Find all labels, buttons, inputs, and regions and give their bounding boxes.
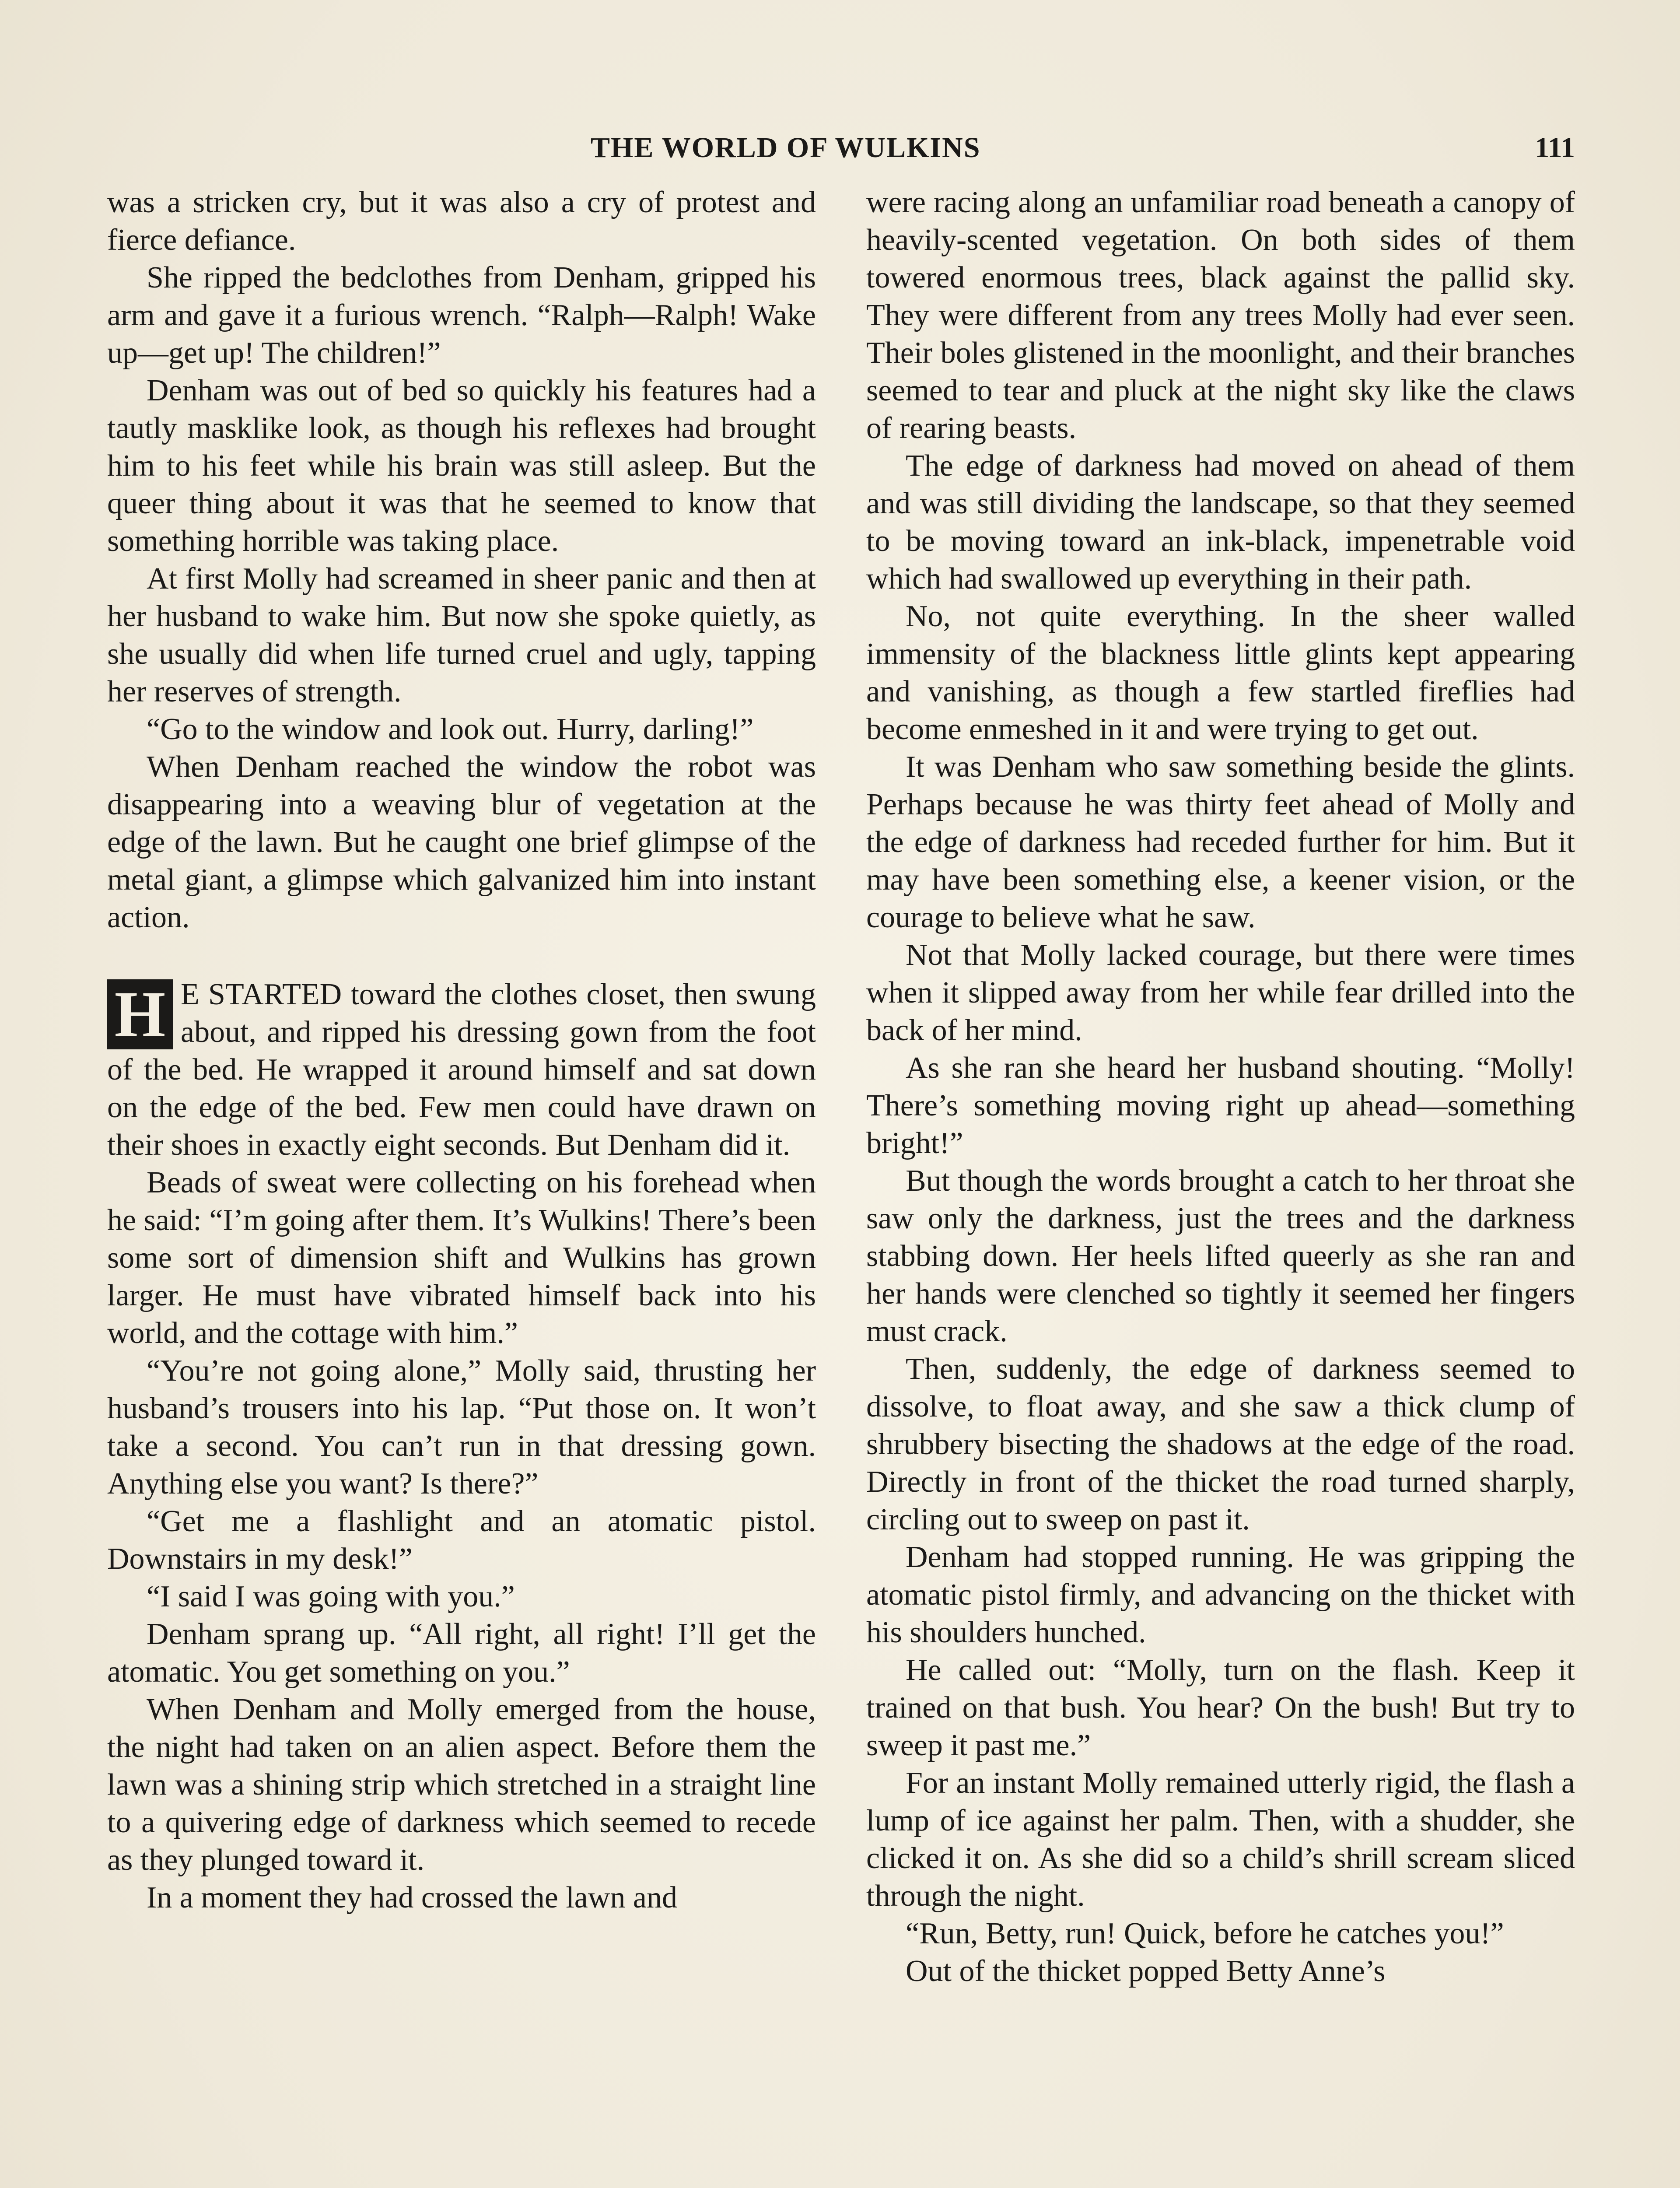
paragraph: Out of the thicket popped Betty Anne’s — [906, 1954, 1386, 1988]
paragraph: Not that Molly lacked courage, but there were times when it slipped away from her while fear drilled into the back of her mind. — [866, 938, 1575, 1047]
right-column — [866, 184, 1575, 2188]
paragraph: When Denham and Molly emerged from the house, the night had taken on an alien aspect. Before them the lawn was a shining strip which stretched in a straight line to a quivering edge of darkness which seemed to recede as they plunged toward it. — [107, 1693, 816, 1877]
paragraph: “I said I was going with you.” — [147, 1580, 515, 1613]
paragraph: were racing along an unfamiliar road beneath a canopy of heavily-scented vegetation. On both sides of them towered enormous trees, black against the pallid sky. They were different from any trees Molly had ever seen. Their boles glistened in the moonlight, and their branches seemed to tear and pluck at the night sky like the claws of rearing beasts. — [866, 186, 1575, 445]
paragraph: “Get me a flashlight and an atomatic pistol. Downstairs in my desk!” — [107, 1504, 816, 1576]
paragraph: The edge of darkness had moved on ahead of them and was still dividing the landscape, so that they seemed to be moving toward an ink-black, impenetrable void which had swallowed up everything in their path. — [866, 449, 1575, 596]
paragraph: No, not quite everything. In the sheer walled immensity of the blackness little glints kept appearing and vanishing, as though a few startled fireflies had become enmeshed in it and were trying to get out. — [866, 600, 1575, 746]
paragraph: “You’re not going alone,” Molly said, thrusting her husband’s trousers into his lap. “Put those on. It won’t take a second. You can’t run in that dressing gown. Anything else you want? Is there?” — [107, 1354, 816, 1501]
dropcap-paragraph-text: E STARTED toward the clothes closet, then swung about, and ripped his dressing gown from the foot of the bed. He wrapped it around himself and sat down on the edge of the bed. Few men could have drawn on their shoes in exactly eight seconds. But Denham did it. — [107, 978, 816, 1162]
running-title: THE WORLD OF WULKINS — [591, 132, 981, 164]
dropcap-paragraph — [107, 976, 816, 1164]
paragraph: As she ran she heard her husband shouting. “Molly! There’s something moving right up ahead—something bright!” — [866, 1051, 1575, 1160]
paragraph: At first Molly had screamed in sheer panic and then at her husband to wake him. But now she spoke quietly, as she usually did when life turned cruel and ugly, tapping her reserves of strength. — [107, 562, 816, 708]
paragraph: “Run, Betty, run! Quick, before he catches you!” — [906, 1917, 1504, 1950]
running-header — [591, 131, 1575, 171]
paragraph: Then, suddenly, the edge of darkness seemed to dissolve, to float away, and she saw a thick clump of shrubbery bisecting the shadows at the edge of the road. Directly in front of the thicket the road turned sharply, circling out to sweep on past it. — [866, 1352, 1575, 1536]
paragraph: was a stricken cry, but it was also a cry of protest and fierce defiance. — [107, 186, 816, 257]
section-break — [107, 936, 816, 976]
paragraph: But though the words brought a catch to her throat she saw only the darkness, just the trees and the darkness stabbing down. Her heels lifted queerly as she ran and her hands were clenched so tightly it seemed her fingers must crack. — [866, 1164, 1575, 1348]
paragraph: “Go to the window and look out. Hurry, darling!” — [147, 712, 754, 746]
paragraph: Denham sprang up. “All right, all right! I’ll get the atomatic. You get something on you.” — [107, 1617, 816, 1689]
paragraph: When Denham reached the window the robot was disappearing into a weaving blur of vegetation at the edge of the lawn. But he caught one brief glimpse of the metal giant, a glimpse which galvanized him into instant action. — [107, 750, 816, 934]
paragraph: In a moment they had crossed the lawn and — [147, 1881, 677, 1914]
paragraph: Denham had stopped running. He was gripping the atomatic pistol firmly, and advancing on the thicket with his shoulders hunched. — [866, 1540, 1575, 1649]
paragraph: Denham was out of bed so quickly his features had a tautly masklike look, as though his reflexes had brought him to his feet while his brain was still asleep. But the queer thing about it was that he seemed to know that something horrible was taking place. — [107, 374, 816, 558]
left-column — [107, 184, 816, 2188]
paragraph: Beads of sweat were collecting on his forehead when he said: “I’m going after them. It’s Wulkins! There’s been some sort of dimension shift and Wulkins has grown larger. He must have vibrated himself back into his world, and the cottage with him.” — [107, 1166, 816, 1350]
paragraph: She ripped the bedclothes from Denham, gripped his arm and gave it a furious wrench. “Ralph—Ralph! Wake up—get up! The children!” — [107, 261, 816, 370]
dropcap-letter: H — [107, 979, 173, 1049]
paragraph: For an instant Molly remained utterly rigid, the flash a lump of ice against her palm. Then, with a shudder, she clicked it on. As she did so a child’s shrill scream sliced through the night. — [866, 1766, 1575, 1913]
paragraph: It was Denham who saw something beside the glints. Perhaps because he was thirty feet ahead of Molly and the edge of darkness had receded further for him. But it may have been something else, a keener vision, or the courage to believe what he saw. — [866, 750, 1575, 934]
page-number: 111 — [1535, 132, 1575, 164]
paragraph: He called out: “Molly, turn on the flash. Keep it trained on that bush. You hear? On the bush! But try to sweep it past me.” — [866, 1653, 1575, 1762]
